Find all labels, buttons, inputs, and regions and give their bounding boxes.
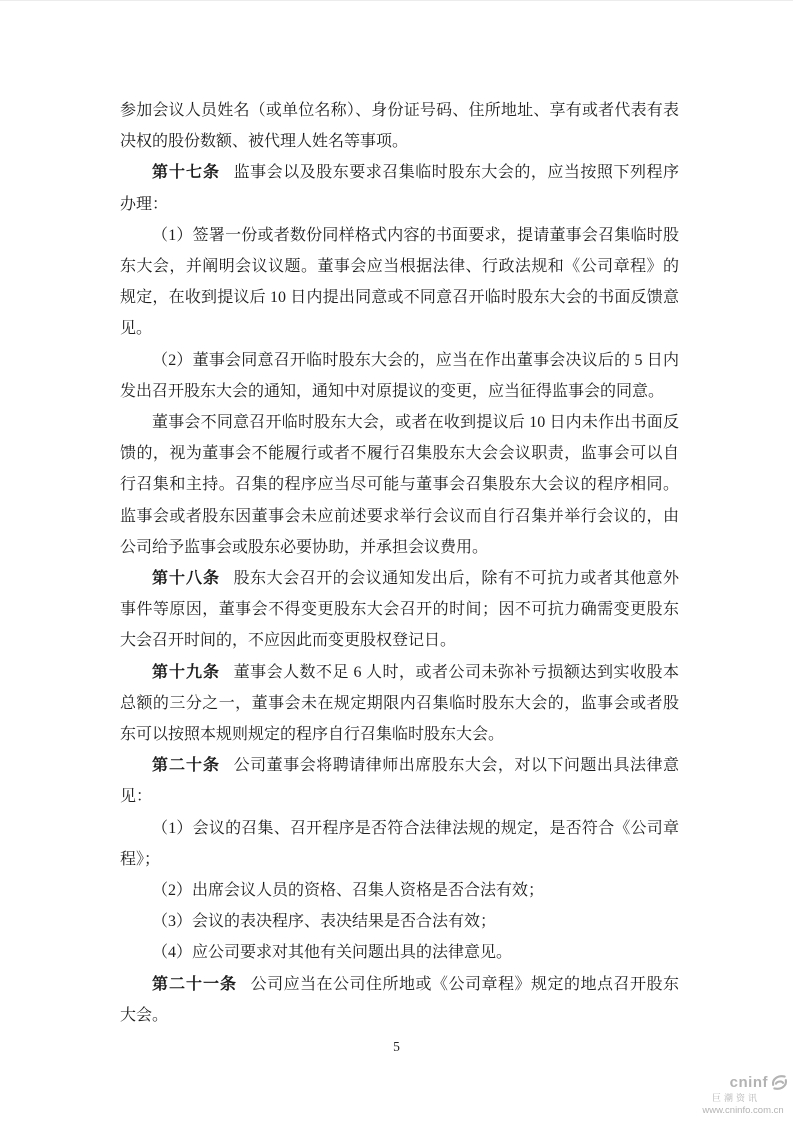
paragraph-text: 董事会不同意召开临时股东大会，或者在收到提议后 10 日内未作出书面反馈的，视为董事会不能履行或者不履行召集股东大会会议职责，监事会可以自行召集和主持。召集的程序应当尽可能与董事会召集股东大会议的程序相同。监事会或者股东因董事会未应前述要求举行会议而自行召集并举行会议的，由公司给予监事会或股东必要协助，并承担会议费用。 [120,414,679,556]
paragraph-text: 公司应当在公司住所地或《公司章程》规定的地点召开股东大会。 [120,975,679,1024]
paragraph-text: （1）会议的召集、召开程序是否符合法律法规的规定，是否符合《公司章程》； [120,819,679,868]
paragraph [120,95,679,157]
cninfo-brand-text: cninf [729,1074,768,1091]
paragraph-item-4 [120,937,679,968]
cninfo-swirl-icon [770,1073,789,1092]
paragraph-text: 监事会以及股东要求召集临时股东大会的，应当按照下列程序办理： [120,164,679,213]
cninfo-url: www.cninfo.com.cn [702,1105,784,1116]
paragraph-item-2 [120,345,679,407]
paragraph-article-21 [120,969,679,1031]
paragraph-text: 参加会议人员姓名（或单位名称）、身份证号码、住所地址、享有或者代表有表决权的股份数额、被代理人姓名等事项。 [120,102,679,151]
article-number: 第十七条 [152,164,221,182]
paragraph-text: （2）董事会同意召开临时股东大会的，应当在作出董事会决议后的 5 日内发出召开股东大会的通知，通知中对原提议的变更，应当征得监事会的同意。 [120,351,679,400]
paragraph-text: 董事会人数不足 6 人时，或者公司未弥补亏损额达到实收股本总额的三分之一，董事会未在规定期限内召集临时股东大会的，监事会或者股东可以按照本规则规定的程序自行召集临时股东大会。 [120,663,679,744]
paragraph-item-2 [120,875,679,906]
paragraph-text: （2）出席会议人员的资格、召集人资格是否合法有效； [152,882,545,900]
article-number: 第十八条 [152,570,221,588]
article-number: 第二十条 [152,757,221,775]
paragraph-article-20 [120,750,679,812]
paragraph-text: 股东大会召开的会议通知发出后，除有不可抗力或者其他意外事件等原因，董事会不得变更股东大会召开的时间；因不可抗力确需变更股东大会召开时间的，不应因此而变更股权登记日。 [120,570,679,650]
paragraph-article-19 [120,657,679,751]
paragraph-article-18 [120,563,679,657]
article-number: 第二十一条 [152,975,237,993]
paragraph-item-1 [120,220,679,345]
cninfo-watermark [697,1073,789,1116]
document-text-block [120,95,679,1031]
article-number: 第十九条 [152,663,220,681]
paragraph-text: （1）签署一份或者数份同样格式内容的书面要求，提请董事会召集临时股东大会，并阐明会议议题。董事会应当根据法律、行政法规和《公司章程》的规定，在收到提议后 10 日内提出同意或不同意召开临时股东大会的书面反馈意见。 [120,226,679,338]
paragraph-text: （4）应公司要求对其他有关问题出具的法律意见。 [152,944,513,962]
paragraph-item-3 [120,906,679,937]
paragraph-text: 公司董事会将聘请律师出席股东大会，对以下问题出具法律意见： [120,757,679,806]
page-number: 5 [393,1039,400,1054]
paragraph [120,407,679,563]
paragraph-article-17 [120,157,679,219]
paragraph-item-1 [120,813,679,875]
cninfo-chinese-name: 巨潮资讯 [711,1093,760,1103]
paragraph-text: （3）会议的表决程序、表决结果是否合法有效； [152,913,497,931]
